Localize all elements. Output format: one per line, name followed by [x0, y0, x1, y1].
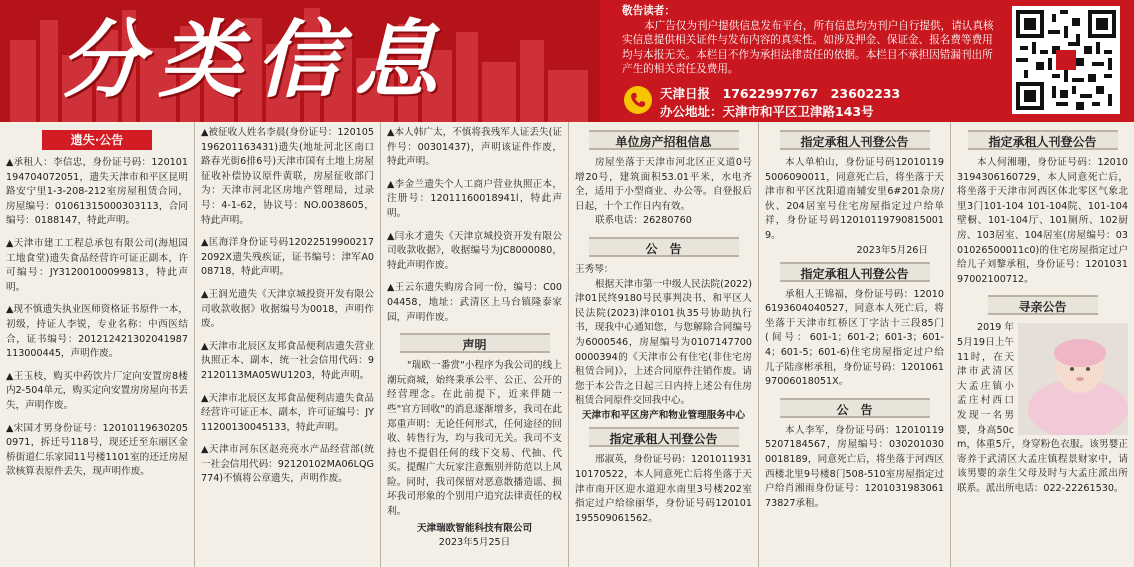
section-heading-announcement: 公 告 [780, 398, 930, 418]
column-lost-notices [0, 122, 194, 567]
statement-date: 2023年5月25日 [438, 537, 511, 549]
section-heading-designated-tenant: 指定承租人刊登公告 [968, 130, 1118, 150]
list-item: ▲被征收人姓名李晨(身份证号：120105196201163431)遗失(地址河北区南口路春光街6排6号)天津市国有土地上房屋征收补偿协议原件黄联，房屋征收部门为：天津市河北区房地产管理局，过录号：4-1-62，协议号：NO.0038605，特此声明。 [201, 127, 374, 226]
column-designated-tenant [758, 122, 950, 567]
list-item: ▲王润光遗失《天津京城投资开发有限公司收款收据》收据编号为0018，声明作废。 [201, 288, 374, 330]
list-item: ▲承租人：李信忠，身份证号码：120101194704072051，遗失天津市和平区昆明路安宁里1-3-208-212室房屋租赁合同，房屋编号：01061315000303113，合同编号：0188147，特此声明。 [6, 157, 188, 227]
rental-phone: 联系电话：26280760 [595, 215, 692, 227]
designated-tenant-body: 本人单柏山，身份证号码120101195006090011，同意死亡后，将坐落于天津市和平区沈阳道南辅安里6#201杂房/伙、204居室号住宅房屋指定过户给单祥，身份证号码120101197908150019。 [765, 157, 944, 241]
announcement-body: 根据天津市第一中级人民法院(2022)津01民终9180号民事判决书、和平区人民法院(2023)津0101执35号协助执行书，现我中心通知您，与您解除合同编号为6000546，房屋编号为01071477000000394的《天津市公有住宅(非住宅房租赁合同)》，上述合同原件注销作废。请您于本公告之日起三日内持上述公有住房租赁合同原件交回我中心。 [575, 278, 752, 407]
list-item: ▲宋国才男身份证号：120101196302050971，拆迁号118号，现还迁至东丽区金桥街道仁乐家园11号楼1101室的还迁房屋款核算表原件丢失，现声明作废。 [6, 422, 188, 478]
phone-icon [624, 86, 652, 114]
section-heading-announcement: 公 告 [589, 237, 739, 257]
contact-block [622, 82, 1002, 122]
header-banner [0, 0, 1134, 122]
list-item: ▲天津市建工工程总承包有限公司(海旭园工地食堂)遗失食品经营许可证正副本，许可编号：JY31200100099813，特此声明。 [6, 237, 188, 293]
list-item: ▲天津市北辰区友邦食品便利店遗失营业执照正本、副本，统一社会信用代码：92120113MA05WU1203，特此声明。 [201, 340, 374, 381]
classified-columns [0, 122, 1134, 567]
designated-tenant-body: 承租人王锦福，身份证号码：120106193604040527，同意本人死亡后，将坐落于天津市红桥区丁字沽十三段85门(间号：601-1；601-2；601-3；601-4；601-5；601-6)住宅房屋指定过户给儿子陆彦彬承租，身份证号码：120106197006018051X。 [765, 288, 944, 388]
family-search-body: 2019年5月19日上午11时，在天津市武清区大孟庄镇小孟庄村西口发现一名男婴，身高50cm，体重5斤，身穿粉色衣服。该男婴正寄养于武清区大孟庄镇程景财家中，请该男婴的亲生父母及时与大孟庄派出所联系。派出所电话：022-22261530。 [957, 322, 1128, 494]
announcement-recipient: 王秀琴： [575, 263, 614, 275]
announcement-body: 本人李军，身份证号码：120101195207184567，房屋编号：0302010300018189，同意死亡后，将坐落于河西区西楼北里9号楼8门508-510室房屋指定过户给肖湘雨身份证号：120103198306173827承租。 [765, 424, 944, 509]
announcement-signer: 天津市和平区房产和物业管理服务中心 [581, 409, 746, 421]
rental-body: 房屋坐落于天津市河北区正义道0号增20号，建筑面积53.01平米，水电齐全，适用于小型商业、办公等。自登报后日起，十个工作日内有效。 [575, 157, 752, 212]
reader-notice [622, 4, 998, 77]
contact-address: 办公地址：天津市和平区卫津路143号 [660, 104, 874, 119]
statement-body: "瑞欧一番赏"小程序为我公司的线上潮玩商城，始终秉承公平、公正、公开的经营理念。在此前提下，近来伴随一些"官方回收"的消息逐渐增多，我司在此郑重声明：无论任何形式，任何途径的回收、转售行为，均与我司无关。我司不支持也不提倡任何的线下交易、代抽、代买。提醒广大玩家注意甄别并防范以上风险。同时，我司保留对恶意散播造谣、损坏我司形象的个别用户追究法律责任的权利。 [387, 360, 562, 518]
section-heading-designated-tenant: 指定承租人刊登公告 [589, 427, 739, 447]
qr-code-icon [1012, 6, 1120, 114]
column-notices-3 [380, 122, 568, 567]
page-title: 分类信息 [60, 11, 453, 109]
column-notices-2 [194, 122, 380, 567]
designated-tenant-body: 本人何湘珊，身份证号码：120103194306160729，本人同意死亡后，将坐落于天津市河西区体北零区气象北里3门101-104 101-104院、101-104壁橱、101-104厅、101厕所、102厨房、103居室、104居室(房屋编号：0301026500011c0)的住宅房屋指定过户给儿子刘黎承租，身份证号：120103197002100712。 [957, 157, 1128, 285]
section-heading-statement: 声明 [400, 333, 550, 353]
contact-phone: 天津日报 17622997767 23602233 [660, 86, 901, 101]
notice-title: 敬告读者： [622, 5, 675, 17]
list-item: ▲王云东遗失购房合同一份，编号：C0004458，地址：武清区上马台镇隆泰家园，声明作废。 [387, 282, 562, 323]
notice-body: 本广告仅为刊户提供信息发布平台，所有信息均为刊户自行提供，请认真核实信息提供相关证件与发布内容的真实性。如涉及押金、保证金、报名费等费用均与本报无关。本栏目不作为承担法律责任的依据。本栏目不承担因错漏刊出所产生的相关责任及费用。 [622, 19, 994, 75]
list-item: ▲天津市北辰区友邦食品便利店遗失食品经营许可证正本、副本，许可证编号：JY11200130045133，特此声明。 [201, 392, 374, 433]
infant-photo [1018, 323, 1128, 435]
notice-date: 2023年5月26日 [856, 244, 928, 256]
statement-signer: 天津瑞欧智能科技有限公司 [416, 522, 533, 534]
section-heading-rental: 单位房产招租信息 [589, 130, 739, 150]
list-item: ▲李金兰遗失个人工商户营业执照正本，注册号：12011160018941l，特此声明。 [387, 178, 562, 219]
column-property [568, 122, 758, 567]
list-item: ▲匡海洋身份证号码120225199002172092X遗失残疾证，证书编号：津军A008718，特此声明。 [201, 237, 374, 278]
section-heading-family-search: 寻亲公告 [988, 295, 1098, 315]
list-item: ▲现不慎遗失执业医师资格证书原件一本，初级，持证人李锐，专业名称：中西医结合，证书编号：201212421302041987113000445，声明作废。 [6, 304, 188, 360]
list-item: ▲王玉枝，购买中药饮片厂定向安置房8楼内2-504单元，购买定向安置房房屋向书丢失，声明作废。 [6, 370, 188, 411]
column-family-search [950, 122, 1134, 567]
list-item: ▲闫永才遗失《天津京城投资开发有限公司收款收据》，收据编号为JC8000080，特此声明作废。 [387, 230, 562, 271]
section-heading-designated-tenant: 指定承租人刊登公告 [780, 262, 930, 282]
section-heading: 遗失·公告 [42, 130, 152, 150]
list-item: ▲天津市河东区赵亮亮水产品经营部(统一社会信用代码：92120102MA06LQG774)不慎将公章遗失，声明作废。 [201, 444, 374, 485]
designated-tenant-body: 邢淑英，身份证号码：120101193110170522，本人同意死亡后将坐落于天津市南开区迎水道迎水南里3号楼202室指定过户给徐丽华，身份证号码120101195509061562。 [575, 454, 752, 524]
list-item: ▲本人韩广太，不慎将我残军人证丢失(证件号：00301437)，声明该证件作废，特此声明。 [387, 127, 562, 168]
section-heading-designated-tenant: 指定承租人刊登公告 [780, 130, 930, 150]
